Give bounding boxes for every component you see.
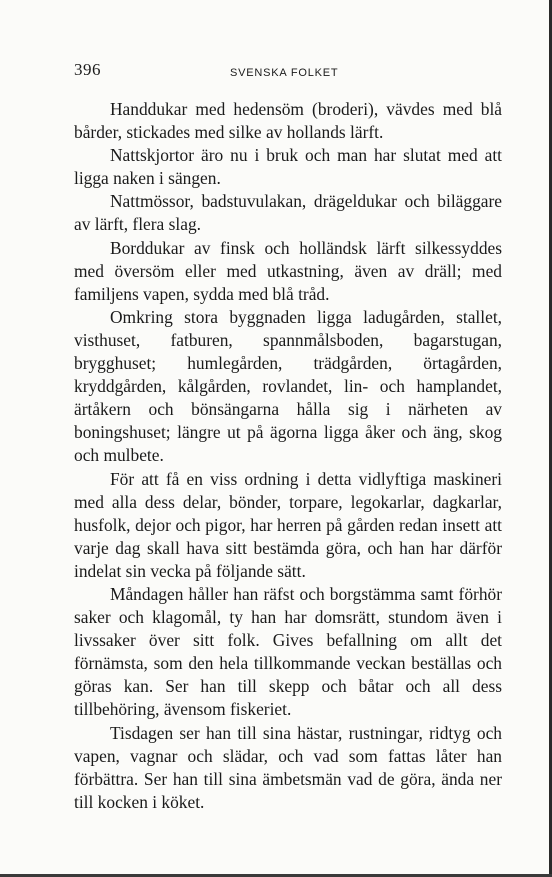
body-text [74,98,502,814]
paragraph: Omkring stora byggnaden ligga ladugården, stallet, visthuset, fatburen, spannmålsboden, bagarstugan, brygghuset; humlegården, trädgården, örtagården, kryddgården, kålgården, rovlandet, lin- och hamplandet, ärtåkern och bönsängarna hålla sig i närheten av boningshuset; längre ut på ägorna ligga åker och äng, skog och mulbete. [74,306,502,466]
paragraph: Nattmössor, badstuvulakan, drägeldukar och biläggare av lärft, flera slag. [74,191,502,235]
paragraph: Tisdagen ser han till sina hästar, rustningar, ridtyg och vapen, vagnar och slädar, och vad som fattas låter han förbättra. Ser han till sina ämbetsmän vad de göra, ända ner till kocken i köket. [74,722,502,812]
paragraph: Borddukar av finsk och holländsk lärft silkessyddes med översöm eller med utkastning, även av dräll; med familjens vapen, sydda med blå tråd. [74,237,502,304]
paragraph: Nattskjortor äro nu i bruk och man har slutat med att ligga naken i sängen. [74,145,502,189]
page-header [74,60,502,86]
paragraph: Måndagen håller han räfst och borgstämma samt förhör saker och klagomål, ty han har domsrätt, stundom även i livssaker över sitt folk. Gives befallning om allt det förnämsta, som den hela tillkommande veckan beställas och göras kan. Ser han till skepp och båtar och all dess tillbehöring, ävensom fiskeriet. [74,583,502,720]
paragraph: Handdukar med hedensöm (broderi), vävdes med blå bårder, stickades med silke av hollands lärft. [74,99,502,143]
paragraph: För att få en viss ordning i detta vidlyftiga maskineri med alla dess delar, bönder, torpare, legokarlar, dagkarlar, husfolk, dejor och pigor, har herren på gården redan insett att varje dag skall hava sitt bestämda göra, och han har därför indelat sin vecka på följande sätt. [74,468,502,581]
running-title: SVENSKA FOLKET [230,67,339,79]
page-number: 396 [74,60,101,79]
